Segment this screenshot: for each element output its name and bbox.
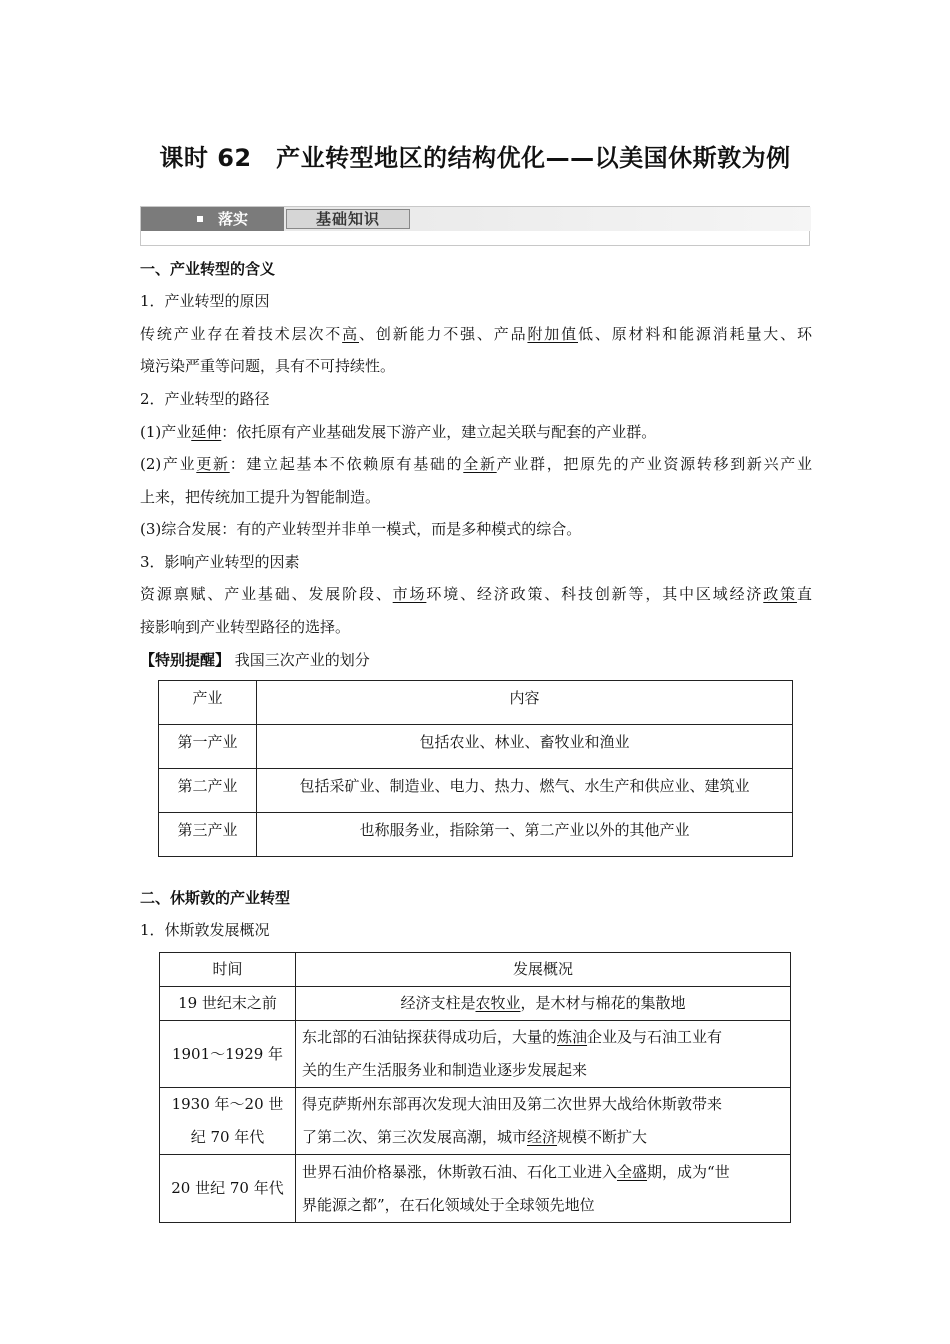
- fill-blank-answer: 农牧业: [475, 994, 521, 1012]
- fill-blank-answer: 延伸: [191, 423, 222, 441]
- description-line: 关的生产生活服务业和制造业逐步发展起来: [302, 1061, 588, 1079]
- section1-sub1: 1．产业转型的原因: [140, 292, 270, 310]
- text-run: 企业及与石油工业有: [587, 1028, 723, 1046]
- table-cell: 第一产业: [159, 725, 257, 769]
- table-cell-time: 19 世纪末之前: [160, 987, 296, 1021]
- banner-tag-primary-label: 落实: [218, 210, 249, 228]
- special-reminder-label: 【特别提醒】: [140, 651, 231, 669]
- table-cell: 也称服务业，指除第一、第二产业以外的其他产业: [257, 813, 793, 857]
- table-cell: 包括采矿业、制造业、电力、热力、燃气、水生产和供应业、建筑业: [257, 769, 793, 813]
- section1-p3-line1: [140, 584, 812, 604]
- text-run: 期，成为“世: [647, 1162, 730, 1181]
- text-run: 了第二次、第三次发展高潮，城市: [302, 1128, 528, 1146]
- special-reminder-text: 我国三次产业的划分: [234, 651, 370, 669]
- section1-p2-line3: 上来，把传统加工提升为智能制造。: [140, 488, 381, 506]
- section1-p3-line2: 接影响到产业转型路径的选择。: [140, 618, 351, 636]
- section1-p1-line1: [140, 324, 812, 344]
- banner-tag-primary: [141, 207, 284, 231]
- table-row: [159, 725, 793, 769]
- table-row: [160, 1088, 791, 1155]
- text-run: (1)产业: [140, 423, 192, 441]
- section2-sub1: 1．休斯敦发展概况: [140, 921, 270, 939]
- table-cell-description: [296, 1021, 791, 1088]
- table-header-row: [160, 953, 791, 987]
- table-row: [160, 1021, 791, 1088]
- table-row: [160, 987, 791, 1021]
- fill-blank-answer: 附加值: [527, 325, 578, 343]
- square-bullet-icon: [197, 216, 203, 222]
- text-run: ，是木材与棉花的集散地: [520, 994, 686, 1012]
- industry-division-table: [158, 680, 793, 857]
- description-line: [302, 1121, 784, 1154]
- table-cell: 第二产业: [159, 769, 257, 813]
- description-line: [302, 1021, 784, 1054]
- fill-blank-answer: 全新: [463, 455, 497, 473]
- fill-blank-answer: 市场: [392, 585, 427, 603]
- fill-blank-answer: 经济: [527, 1128, 558, 1146]
- text-run: 、创新能力不强、产品: [359, 325, 528, 343]
- table-header-cell: 产业: [159, 681, 257, 725]
- section1-p2-line1: [140, 422, 812, 442]
- table-cell-description: [296, 987, 791, 1021]
- fill-blank-answer: 全盛: [617, 1162, 648, 1181]
- text-run: 低、原材料和能源消耗量大、环: [578, 325, 812, 343]
- description-line: 界能源之都”，在石化领域处于全球领先地位: [302, 1195, 595, 1214]
- text-run: 直: [796, 585, 812, 603]
- time-line: 1930 年～20 世: [171, 1095, 284, 1113]
- section1-p2-line2: [140, 454, 812, 474]
- fill-blank-answer: 更新: [196, 455, 230, 473]
- fill-blank-answer: 炼油: [557, 1028, 588, 1046]
- text-run: 世界石油价格暴涨，休斯敦石油、石化工业进入: [302, 1162, 618, 1181]
- text-run: 经济支柱是: [400, 994, 476, 1012]
- section1-sub3: 3．影响产业转型的因素: [140, 553, 300, 571]
- table-header-cell: 内容: [257, 681, 793, 725]
- banner-tag-secondary: 基础知识: [286, 209, 410, 229]
- text-run: (2)产业: [140, 455, 197, 473]
- table-header-cell: 时间: [160, 953, 296, 987]
- text-run: ：依托原有产业基础发展下游产业，建立起关联与配套的产业群。: [221, 423, 657, 441]
- table-row: [160, 1155, 791, 1223]
- houston-development-table: [159, 952, 791, 1223]
- table-cell: 第三产业: [159, 813, 257, 857]
- description-line: 得克萨斯州东部再次发现大油田及第二次世界大战给休斯敦带来: [302, 1095, 723, 1113]
- table-cell-description: [296, 1088, 791, 1155]
- table-cell-description: [296, 1155, 791, 1223]
- table-cell-time: 1901～1929 年: [160, 1021, 296, 1088]
- table-cell-time: 20 世纪 70 年代: [160, 1155, 296, 1223]
- description-line: [302, 1156, 784, 1189]
- section1-sub2: 2．产业转型的路径: [140, 390, 270, 408]
- text-run: 资源禀赋、产业基础、发展阶段、: [140, 585, 393, 603]
- fill-blank-answer: 政策: [763, 585, 797, 603]
- fill-blank-answer: 高: [342, 325, 359, 343]
- section1-heading: 一、产业转型的含义: [140, 260, 276, 278]
- text-run: 东北部的石油钻探获得成功后，大量的: [302, 1028, 558, 1046]
- text-run: 产业群，把原先的产业资源转移到新兴产业: [496, 455, 812, 473]
- text-run: 规模不断扩大: [557, 1128, 648, 1146]
- table-cell-time: [160, 1088, 296, 1155]
- section-banner: [140, 206, 810, 246]
- table-row: [159, 769, 793, 813]
- special-reminder: [140, 650, 370, 670]
- section1-p1-line2: 境污染严重等问题，具有不可持续性。: [140, 357, 396, 375]
- section1-p2-line4: (3)综合发展：有的产业转型并非单一模式，而是多种模式的综合。: [140, 520, 582, 538]
- table-row: [159, 813, 793, 857]
- table-header-row: [159, 681, 793, 725]
- time-line: 纪 70 年代: [190, 1128, 265, 1146]
- page-title: 课时 62 产业转型地区的结构优化——以美国休斯敦为例: [159, 144, 791, 172]
- text-run: 传统产业存在着技术层次不: [140, 325, 343, 343]
- section2-heading: 二、休斯敦的产业转型: [140, 889, 291, 907]
- text-run: 环境、经济政策、科技创新等，其中区域经济: [426, 585, 764, 603]
- text-run: ：建立起基本不依赖原有基础的: [229, 455, 464, 473]
- table-header-cell: 发展概况: [296, 953, 791, 987]
- table-cell: 包括农业、林业、畜牧业和渔业: [257, 725, 793, 769]
